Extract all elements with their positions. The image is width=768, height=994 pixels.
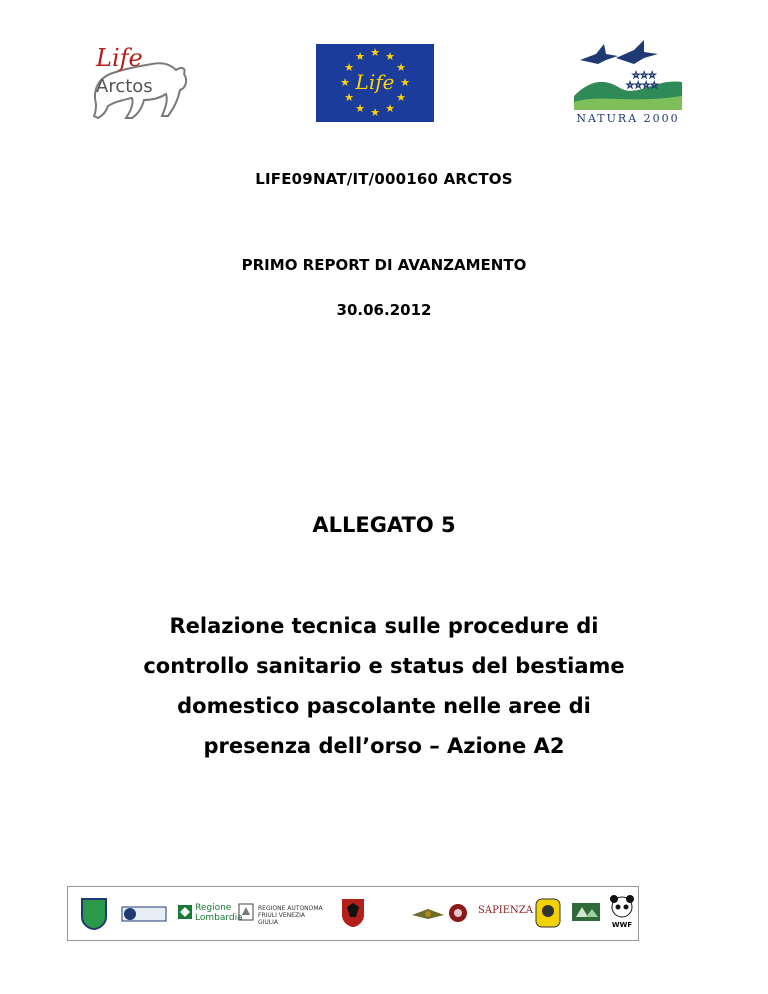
svg-text:☆☆☆: ☆☆☆	[632, 71, 657, 81]
panda-icon	[608, 895, 636, 921]
annex-heading: ALLEGATO 5	[312, 513, 456, 537]
report-date: 30.06.2012	[336, 301, 432, 319]
birds-landscape-icon	[570, 38, 686, 110]
project-code: LIFE09NAT/IT/000160 ARCTOS	[255, 170, 513, 188]
regione-autonoma-text: REGIONE AUTONOMA FRIULI VENEZIA GIULIA	[258, 905, 323, 926]
eu-life-text: Life	[355, 70, 395, 94]
svg-text:★: ★	[355, 50, 365, 63]
life-arctos-logo	[82, 42, 194, 122]
national-park-logo	[568, 895, 604, 931]
svg-text:★: ★	[344, 61, 354, 74]
wwf-text: WWF	[611, 921, 633, 929]
forestry-logo	[408, 895, 448, 931]
svg-text:★: ★	[396, 91, 406, 104]
logo-arctos-text: Arctos	[96, 76, 153, 97]
agency-logo	[120, 895, 168, 931]
svg-text:★: ★	[370, 46, 380, 59]
park-yellow-logo	[534, 895, 562, 931]
svg-text:★: ★	[370, 106, 380, 119]
sapienza-text: SAPIENZA	[478, 905, 533, 916]
svg-text:★: ★	[355, 102, 365, 115]
regione-abruzzo-logo	[78, 895, 110, 931]
svg-text:★: ★	[400, 76, 410, 89]
trento-eagle-logo	[336, 895, 370, 931]
report-title: PRIMO REPORT DI AVANZAMENTO	[241, 256, 527, 274]
title-line: controllo sanitario e status del bestiame	[143, 654, 625, 678]
university-seal-logo	[448, 895, 468, 931]
svg-text:★: ★	[340, 76, 350, 89]
natura-text: NATURA 2000	[576, 112, 680, 125]
regione-autonoma-logo	[238, 895, 326, 931]
svg-text:★: ★	[396, 61, 406, 74]
wwf-logo	[608, 895, 636, 931]
natura-2000-logo	[570, 38, 686, 128]
title-line: domestico pascolante nelle aree di	[177, 694, 591, 718]
document-title	[0, 606, 768, 766]
regione-lombardia-text: Regione Lombardia	[195, 903, 243, 923]
title-line: presenza dell’orso – Azione A2	[203, 734, 565, 758]
logo-life-text: Life	[96, 44, 143, 72]
regione-lombardia-logo	[178, 895, 243, 931]
svg-text:★: ★	[385, 50, 395, 63]
sapienza-logo	[478, 895, 533, 931]
partner-logos-strip	[67, 886, 639, 941]
svg-text:★: ★	[344, 91, 354, 104]
eu-life-logo	[316, 44, 434, 122]
svg-text:★: ★	[385, 102, 395, 115]
title-line: Relazione tecnica sulle procedure di	[169, 614, 599, 638]
svg-text:☆☆☆☆: ☆☆☆☆	[626, 81, 659, 91]
